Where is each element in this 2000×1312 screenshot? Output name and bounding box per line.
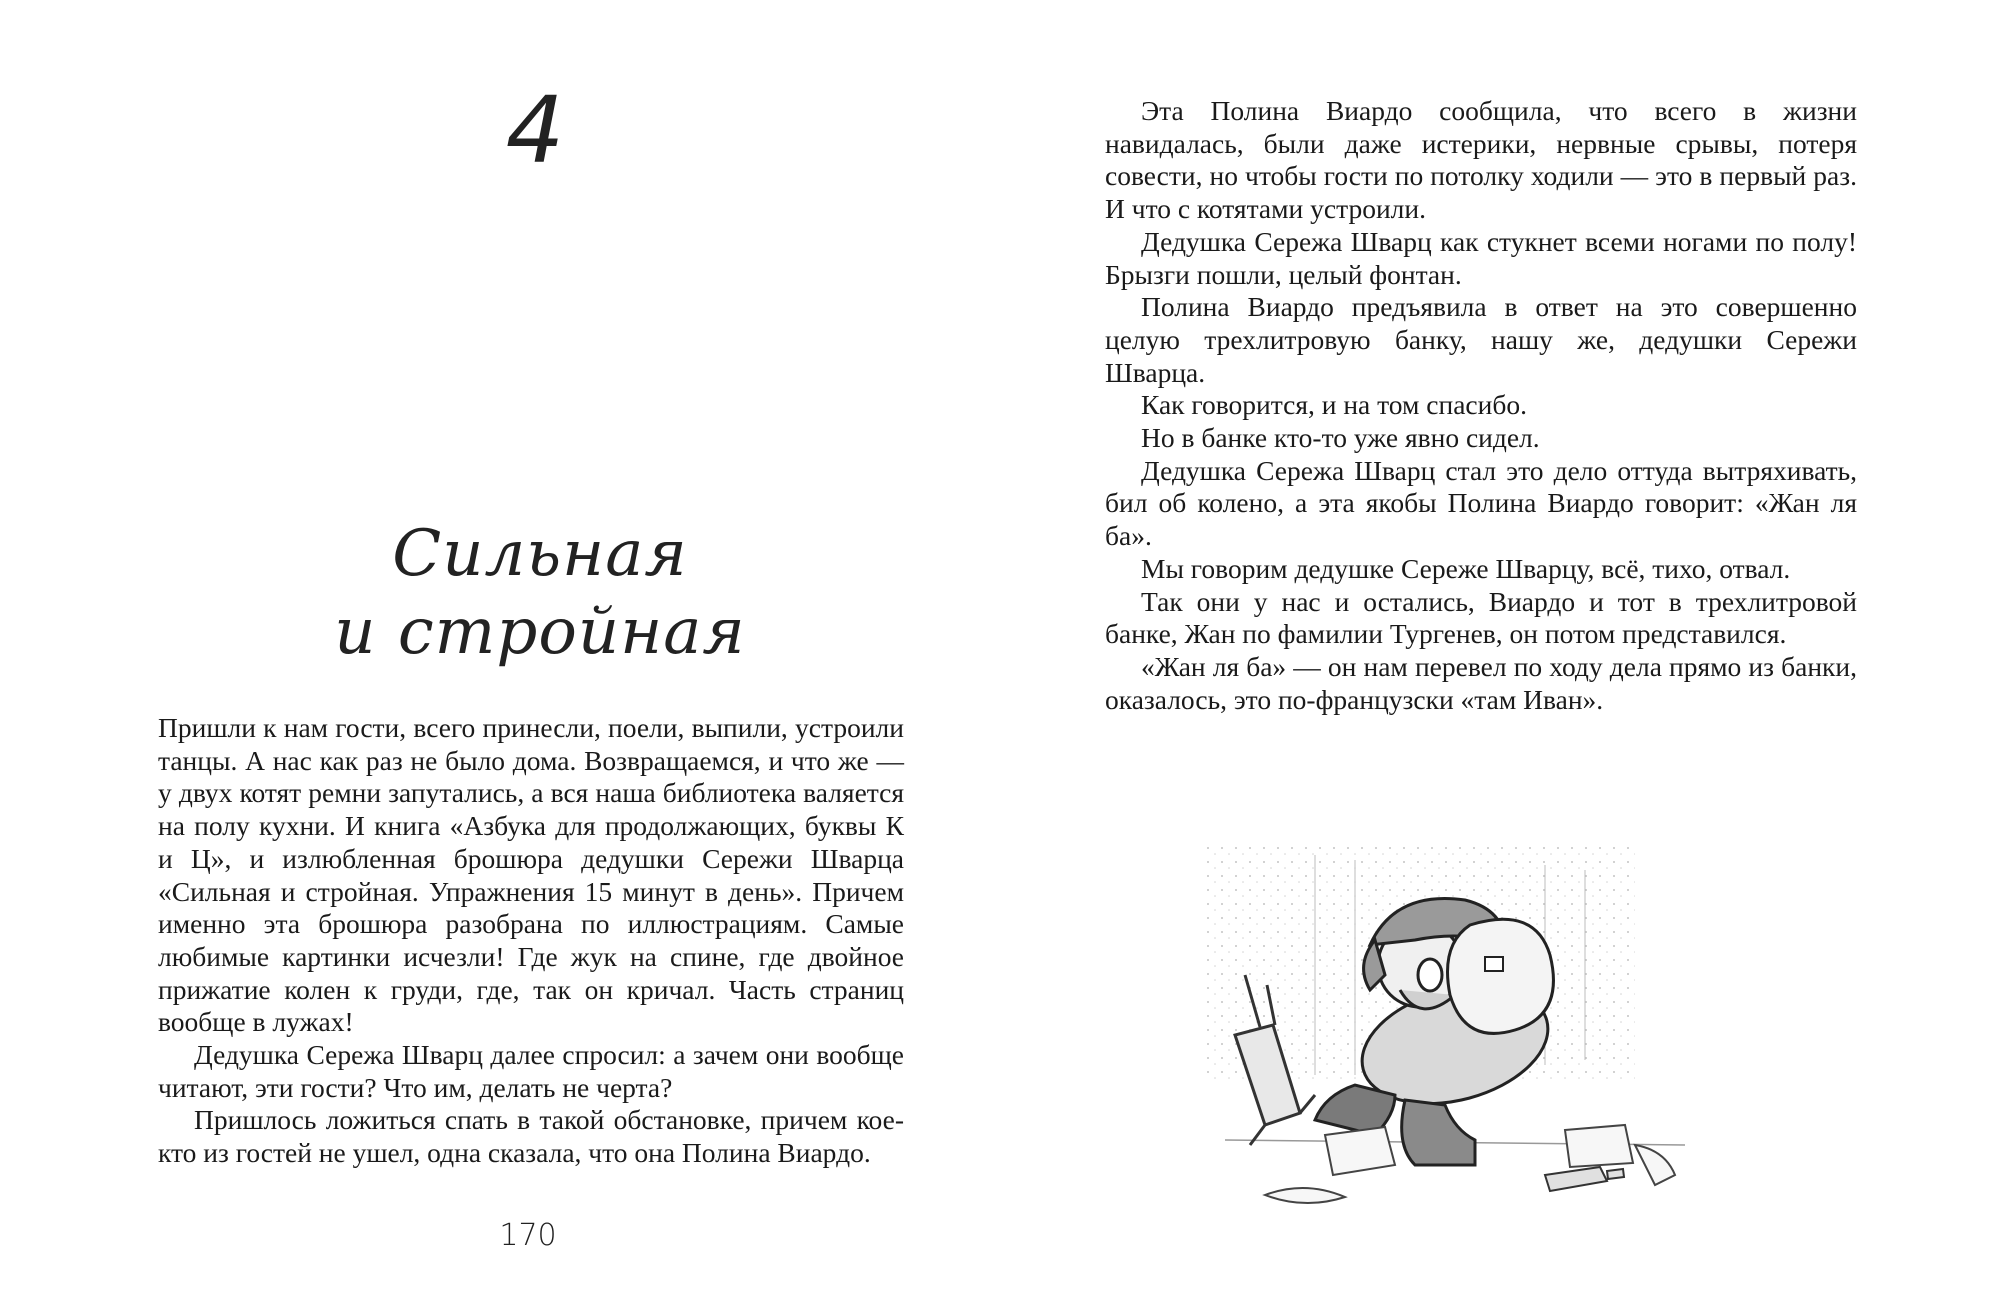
paragraph: Мы говорим дедушке Сереже Шварцу, всё, тихо, отвал. [1141,552,1791,584]
paragraph: Пришли к нам гости, всего принесли, поели, выпили, устроили танцы. А нас как раз не было дома. Возвращаемся, и что же — у двух котят ремни запутались, а вся наша библиотека валяется на полу кухни. И книга «Азбука для продолжающих, буквы К и Ц», и излюбленная брошюра дедушки Сережи Шварца «Сильная и стройная. Упражнения 15 минут в день». Причем именно эта брошюра разобрана по иллюстрациям. Самые любимые картинки исчезли! Где жук на спине, где двойное прижатие колен к груди, где, так он кричал. Часть страниц вообще в лужах! [158,712,904,1038]
paragraph: Как говорится, и на том спасибо. [1141,389,1527,421]
paragraph: Пришлось ложиться спать в такой обстановке, причем кое-кто из гостей не ушел, одна сказала, что она Полина Виардо. [158,1104,904,1169]
grandpa-with-jar-illustration [1205,845,1705,1225]
chapter-title-line-2: и стройная [334,595,746,669]
paragraph: «Жан ля ба» — он нам перевел по ходу дела прямо из банки, оказалось, это по-французски «там Иван». [1105,650,1857,715]
paragraph: Полина Виардо предъявила в ответ на это совершенно целую трехлитровую банку, нашу же, дедушки Сережи Шварца. [1105,291,1857,388]
paragraph: Эта Полина Виардо сообщила, что всего в жизни навидалась, были даже истерики, нервные срывы, потеря совести, но чтобы гости по потолку ходили — это в первый раз. И что с котятами устроили. [1105,95,1857,225]
paragraph: Дедушка Сережа Шварц далее спросил: а зачем они вообще читают, эти гости? Что им, делать не черта? [158,1039,904,1103]
right-page [1000,0,2000,1312]
paragraph: Дедушка Сережа Шварц стал это дело оттуда вытряхивать, бил об колено, а эта якобы Полина Виардо говорит: «Жан ля ба». [1105,454,1857,552]
chapter-title-line-1: Сильная [392,517,688,591]
paragraph: Но в банке кто-то уже явно сидел. [1141,422,1540,454]
chapter-number: 4 [505,77,565,184]
paragraph: Так они у нас и остались, Виардо и тот в трехлитровой банке, Жан по фамилии Тургенев, он потом представился. [1105,585,1857,650]
right-body-text [1105,95,1857,716]
page-number: 170 [499,1218,557,1253]
chapter-title [280,515,800,671]
jar-icon [1448,919,1554,1033]
left-body-text [158,712,904,1170]
paragraph: Дедушка Сережа Шварц как стукнет всеми ногами по полу! Брызги пошли, целый фонтан. [1105,225,1857,290]
bottle-icon [1545,1167,1624,1191]
